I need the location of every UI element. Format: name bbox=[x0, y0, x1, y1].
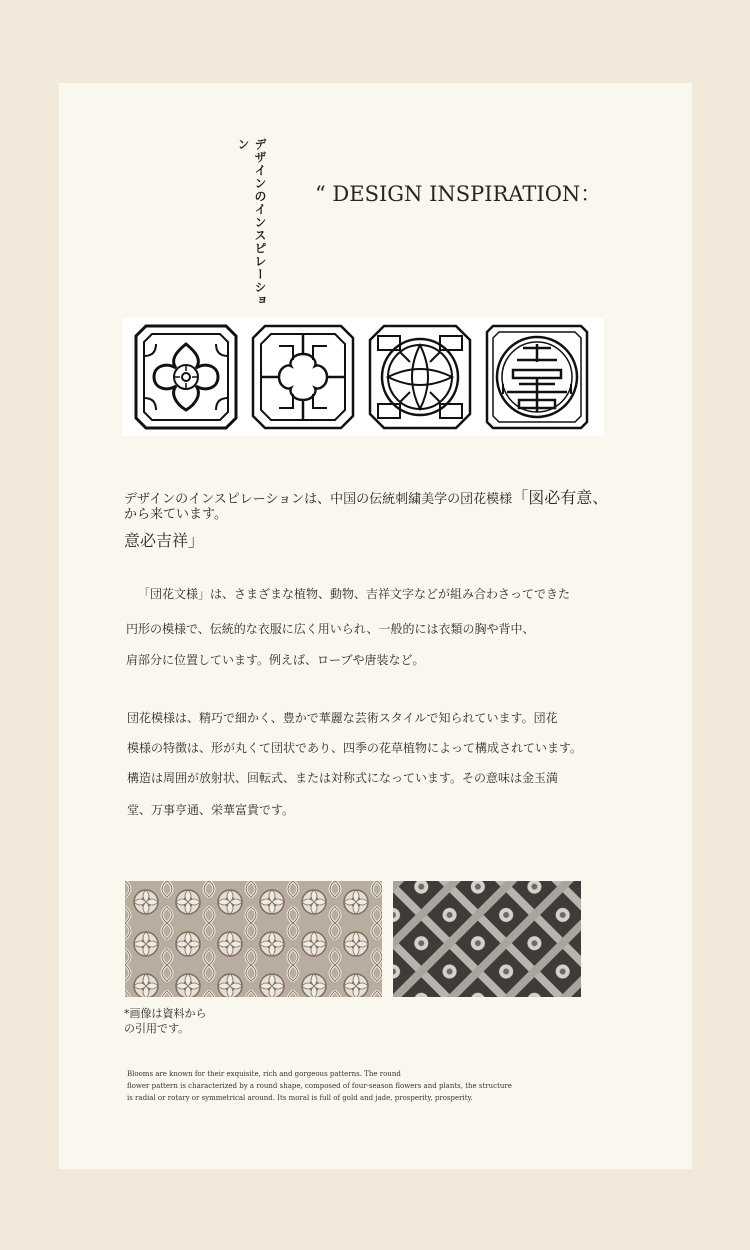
intro-line-2: から来ています。 bbox=[124, 507, 227, 522]
paragraph2-line-1: 団花模様は、精巧で細かく、豊かで華麗な芸術スタイルで知られています。団花 bbox=[127, 711, 558, 725]
paragraph1-line-2: 円形の模様で、伝統的な衣服に広く用いられ、一般的には衣類の胸や背中、 bbox=[126, 622, 535, 636]
paragraph2-line-4: 堂、万事亨通、栄華富貴です。 bbox=[127, 803, 295, 817]
vertical-title: デザインのインスピレーション bbox=[236, 138, 267, 307]
intro-line-1: デザインのインスピレーションは、中国の伝統刺繍美学の団花模様 bbox=[124, 492, 513, 507]
intro-quote: 「図必有意、 bbox=[512, 488, 609, 507]
carved-stone-floral-photo bbox=[125, 881, 382, 997]
image-caption: *画像は資料からの引用です。 bbox=[124, 1007, 207, 1035]
paragraph1-line-3: 肩部分に位置しています。例えば、ローブや唐装など。 bbox=[126, 653, 425, 667]
paragraph2-line-3: 構造は周囲が放射状、回転式、または対称式になっています。その意味は金玉満 bbox=[127, 771, 559, 785]
page-heading: “ DESIGN INSPIRATION： bbox=[315, 182, 602, 206]
shou-character-icon bbox=[483, 322, 591, 432]
english-line-3: is radial or rotary or symmetrical around. Its moral is full of gold and jade, prosperity, prosperity. bbox=[127, 1094, 473, 1102]
stone-lattice-window-photo bbox=[393, 881, 581, 997]
intro-line-3: 意必吉祥」 bbox=[124, 531, 205, 550]
coin-lattice-icon bbox=[366, 322, 474, 432]
paragraph2-line-2: 模様の特徴は、形が丸くて団状であり、四季の花草植物によって構成されています。 bbox=[127, 741, 583, 755]
intro-text bbox=[124, 490, 614, 522]
english-line-1: Blooms are known for their exquisite, rich and gorgeous patterns. The round bbox=[127, 1070, 401, 1078]
paragraph1-line-1: 「団花文様」は、さまざまな植物、動物、吉祥文字などが組み合わさってできた bbox=[138, 587, 571, 601]
motif-strip bbox=[122, 318, 604, 436]
english-description bbox=[127, 1068, 527, 1104]
english-line-2: flower pattern is characterized by a round shape, composed of four-season flowers and plants, the structure bbox=[127, 1082, 512, 1090]
flower-lattice-icon bbox=[132, 322, 240, 432]
quatrefoil-lattice-icon bbox=[249, 322, 357, 432]
